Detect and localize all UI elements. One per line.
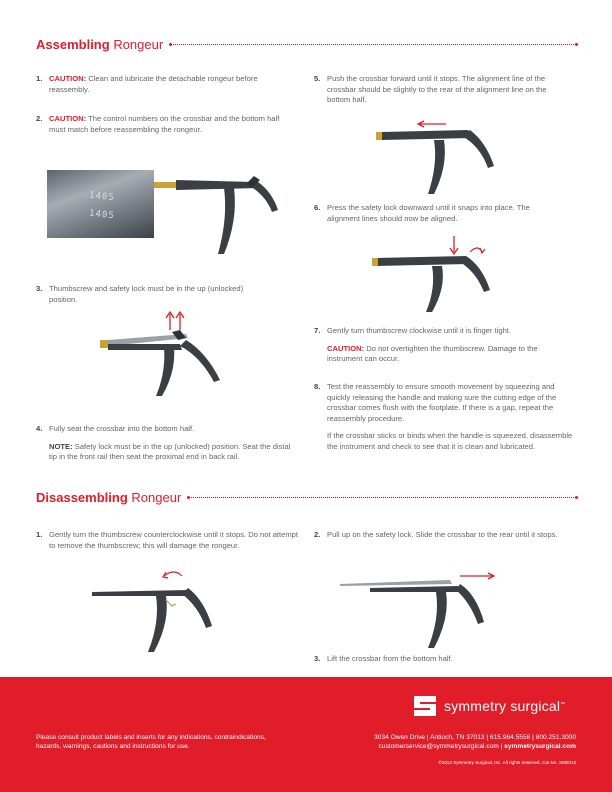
down-arrow-icon: [450, 236, 458, 254]
disassembling-step-1: 1. Gently turn the thumbscrew counterclockwise until it stops. Do not attempt to remove the thumbscrew; this will damage the rongeur.: [36, 530, 299, 550]
footer-disclaimer: Please consult product labels and inserts for any indications, contraindications, hazards, warnings, cautions and instructions for use.: [36, 734, 266, 750]
footer-website[interactable]: symmetrysurgical.com: [504, 743, 576, 750]
rongeur-illustration-5: [376, 118, 506, 198]
footer-copyright: ©2012 Symmetry Surgical, Inc. All rights reserved. Cat No. SM0013: [438, 760, 576, 765]
assembling-step-7: 7. Gently turn thumbscrew clockwise until it is finger tight. CAUTION: Do not overtighten the thumbscrew. Damage to the instrument can occur.: [314, 326, 538, 363]
photo-label-bottom: 1405: [88, 208, 116, 222]
assembling-step-1: 1. CAUTION: Clean and lubricate the detachable rongeur before reassembly.: [36, 74, 258, 94]
disassembling-title: Disassembling Rongeur: [36, 490, 182, 505]
rearward-arrow-icon: [460, 573, 494, 579]
symmetry-logo-icon: [412, 694, 438, 718]
disassembling-heading: [36, 490, 576, 505]
disassembling-step-2: 2. Pull up on the safety lock. Slide the crossbar to the rear until it stops.: [314, 530, 558, 539]
heading-rule: [189, 497, 576, 498]
assembling-step-3: 3. Thumbscrew and safety lock must be in the up (unlocked) position.: [36, 284, 244, 304]
assembling-step-2: 2. CAUTION: The control numbers on the crossbar and the bottom half must match before reassembling the rongeur.: [36, 114, 280, 134]
assembling-heading: [36, 37, 576, 52]
assembling-step-8: 8. Test the reassembly to ensure smooth movement by squeezing and quickly releasing the handle and making sure the cutting edge of the crossbar comes flush with the footplate. If there is a gap, repeat the reassembly procedure. If the crossbar sticks or binds when the handle is squeezed, disassemble the instrument and check to see that it is clean and lubricated.: [314, 382, 573, 451]
company-logo: symmetry surgical™: [412, 694, 565, 718]
footer: [0, 677, 612, 792]
heading-rule: [171, 44, 576, 45]
assembling-step-6: 6. Press the safety lock downward until it snaps into place. The alignment lines should now be aligned.: [314, 203, 530, 223]
assembling-step-5: 5. Push the crossbar forward until it stops. The alignment line of the crossbar should be slightly to the rear of the alignment line on the bottom half.: [314, 74, 547, 104]
footer-email[interactable]: customerservice@symmetrysurgical.com |: [378, 743, 505, 750]
counterclockwise-arrow-icon: [163, 572, 182, 578]
rongeur-illustration-6: [372, 234, 502, 314]
photo-label-top: 1405: [88, 190, 116, 204]
disassembling-step-3: 3. Lift the crossbar from the bottom half.: [314, 654, 453, 663]
up-arrows-icon: [166, 312, 184, 330]
assembling-title: Assembling Rongeur: [36, 37, 164, 52]
rongeur-illustration-d2: [340, 560, 500, 650]
rongeur-illustration-3: [100, 310, 230, 400]
rongeur-illustration-2: [154, 170, 294, 260]
rongeur-illustration-d1: [92, 566, 222, 654]
forward-arrow-icon: [418, 121, 446, 127]
clockwise-arrow-icon: [470, 248, 485, 253]
footer-address: 3034 Owen Drive | Antioch, TN 37013 | 615.964.5558 | 800.251.3000: [374, 734, 576, 741]
footer-contact: [374, 733, 576, 751]
assembling-step-4: 4. Fully seat the crossbar into the bottom half. NOTE: Safety lock must be in the up (unlocked) position. Seat the distal tip in the front rail then seat the proximal end in back rail.: [36, 424, 291, 461]
control-number-photo: [47, 170, 154, 238]
